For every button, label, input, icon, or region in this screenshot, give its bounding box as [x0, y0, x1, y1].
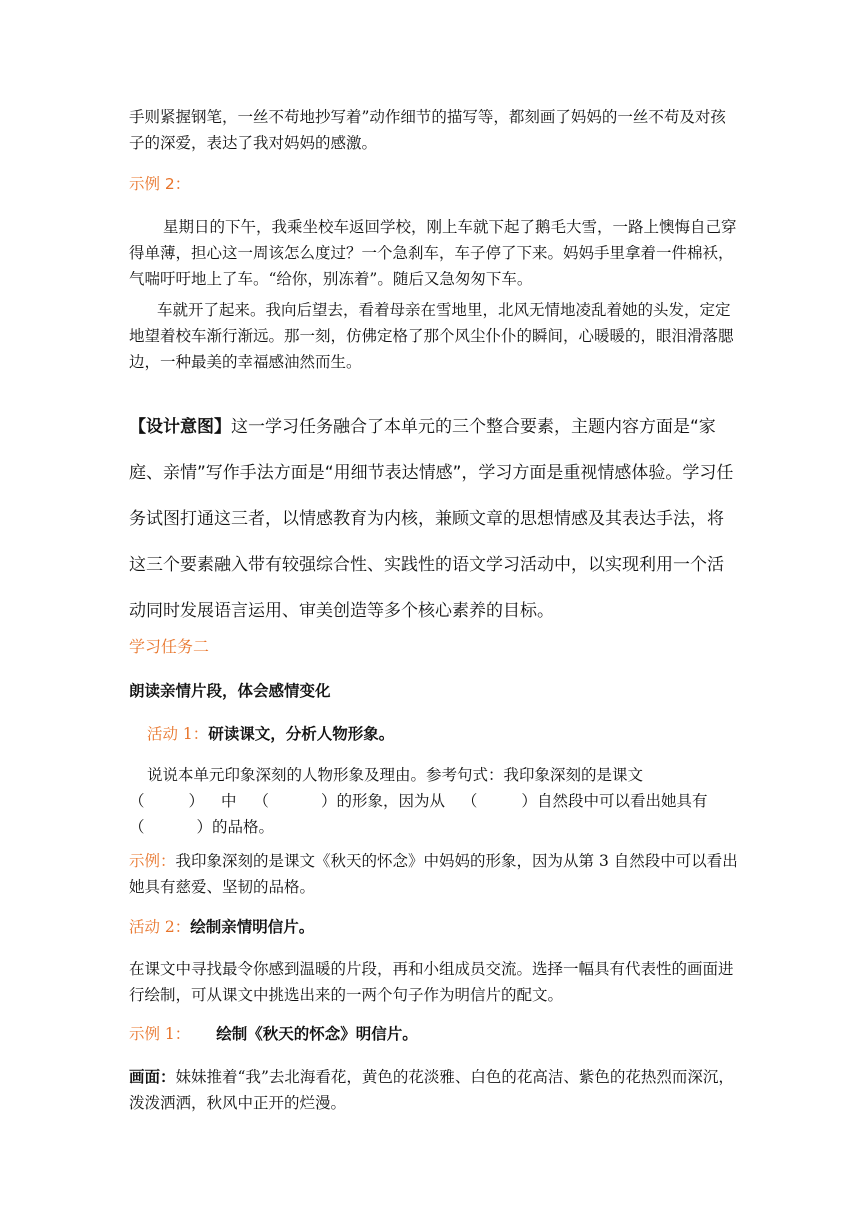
example-2-paragraph-2 [129, 297, 739, 375]
blank-close: ） [196, 818, 213, 836]
text-de-xingxiang: 的形象，因为从 [336, 792, 445, 810]
example-2-label: 示例 2： [129, 175, 191, 193]
activity-1-instructions [129, 762, 739, 840]
example-2-heading [129, 172, 739, 194]
text-de-pinge: 的品格。 [212, 818, 275, 836]
activity-1-title: 研读课文，分析人物形象。 [208, 724, 395, 743]
blank-open: （ [461, 792, 478, 810]
task-2-subtitle [129, 679, 739, 701]
paragraph-mom-detail [129, 104, 739, 156]
activity-2-heading [129, 915, 739, 937]
activity-2-text: 在课文中寻找最令你感到温暖的片段，再和小组成员交流。选择一幅具有代表性的画面进行绘制，可从课文中挑选出来的一两个句子作为明信片的配文。 [129, 960, 734, 1004]
instructions-line-2 [129, 788, 739, 814]
word-zhong: 中 [220, 792, 237, 810]
example-a [129, 848, 739, 900]
picture-description [129, 1064, 739, 1116]
task-2-title [129, 634, 739, 657]
activity-2-instructions [129, 956, 739, 1008]
paragraph-text: 车就开了起来。我向后望去，看着母亲在雪地里，北风无情地凌乱着她的头发，定定地望着校车渐行渐远。那一刻，仿佛定格了那个风尘仆仆的瞬间，心暖暖的，眼泪滑落腮边，一种最美的幸福感油然而生。 [129, 301, 734, 371]
design-intent-label: 【设计意图】 [129, 417, 231, 437]
example-a-text: 我印象深刻的是课文《秋天的怀念》中妈妈的形象，因为从第 3 自然段中可以看出她具有慈爱、坚韧的品格。 [129, 852, 738, 896]
task-2-title-text: 学习任务二 [129, 637, 210, 656]
blank-close: ） [320, 792, 337, 810]
picture-text: 妹妹推着“我”去北海看花，黄色的花淡雅、白色的花高洁、紫色的花热烈而深沉，泼泼洒洒，秋风中正开的烂漫。 [129, 1068, 734, 1112]
example-2-paragraph-1 [129, 214, 739, 292]
example-b-label: 示例 1： [129, 1025, 191, 1043]
picture-paragraph [129, 1064, 739, 1116]
instructions-line-3 [129, 814, 739, 840]
example-b-heading [129, 1022, 739, 1044]
instructions-line-1: 说说本单元印象深刻的人物形象及理由。参考句式：我印象深刻的是课文 [147, 766, 644, 784]
blank-close: ） [188, 792, 205, 810]
blank-open: （ [129, 818, 145, 836]
design-intent-block [129, 387, 739, 651]
example-b-title: 绘制《秋天的怀念》明信片。 [216, 1024, 418, 1043]
design-intent-paragraph [129, 404, 739, 634]
activity-1-heading [147, 722, 757, 744]
paragraph-text: 手则紧握钢笔，一丝不苟地抄写着”动作细节的描写等，都刻画了妈妈的一丝不苟及对孩子的深爱，表达了我对妈妈的感激。 [129, 108, 726, 152]
activity-2-label: 活动 2： [129, 918, 191, 936]
blank-open: （ [253, 792, 269, 810]
paragraph-text: 星期日的下午，我乘坐校车返回学校，刚上车就下起了鹅毛大雪，一路上懊悔自己穿得单薄，担心这一周该怎么度过？一个急刹车，车子停了下来。妈妈手里拿着一件棉袄，气喘吁吁地上了车。“给你，别冻着”。随后又急匆匆下车。 [129, 218, 737, 288]
activity-2-title: 绘制亲情明信片。 [190, 917, 315, 936]
design-intent-text: 这一学习任务融合了本单元的三个整合要素，主题内容方面是“家庭、亲情”写作手法方面是“用细节表达情感”，学习方面是重视情感体验。学习任务试图打通这三者，以情感教育为内核，兼顾文章的思想情感及其表达手法，将这三个要素融入带有较强综合性、实践性的语文学习活动中，以实现利用一个活动同时发展语言运用、审美创造等多个核心素养的目标。 [129, 417, 734, 621]
text-ziran: 自然段中可以看出她具有 [536, 792, 708, 810]
blank-open: （ [129, 792, 145, 810]
activity-1-label: 活动 1： [147, 725, 209, 743]
task-2-subtitle-text: 朗读亲情片段，体会感情变化 [129, 681, 331, 700]
picture-label: 画面： [129, 1067, 176, 1086]
example-a-paragraph [129, 848, 739, 900]
blank-close: ） [521, 792, 537, 810]
example-a-label: 示例： [129, 852, 176, 870]
